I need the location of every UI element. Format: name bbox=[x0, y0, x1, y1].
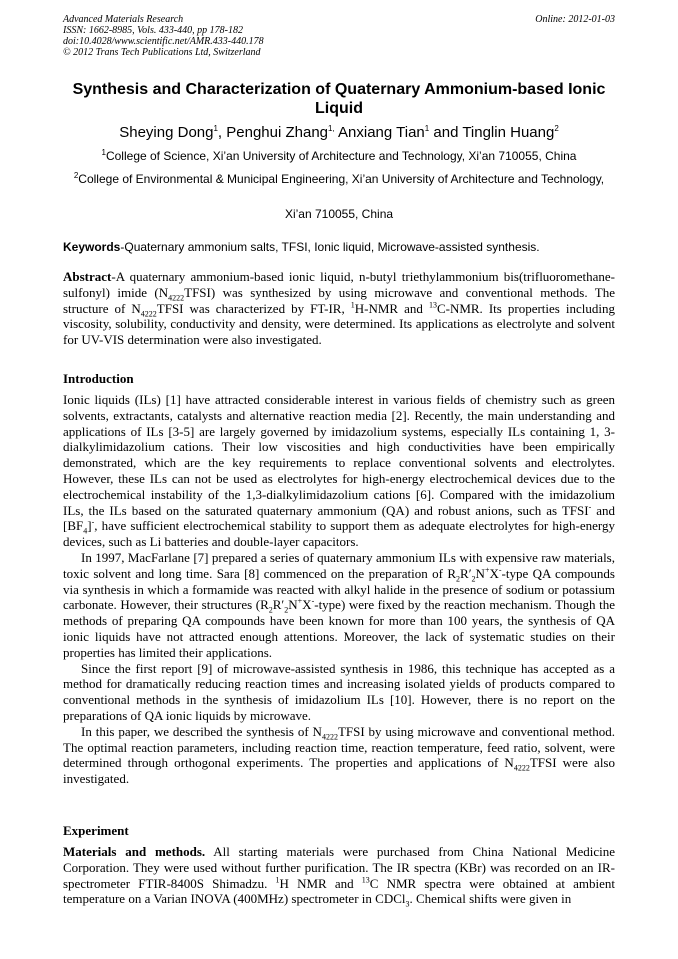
paragraph-text: N bbox=[475, 565, 485, 581]
subscript: 2 bbox=[456, 574, 461, 584]
superscript: - bbox=[91, 518, 95, 528]
paragraph-text: All starting materials were purchased from China National Medicine Corporation. They were used without further purification. The IR spectra (KBr) was recorded on an IR-spectrometer FTIR-8400S Shimadzu. bbox=[63, 844, 615, 891]
paragraph-text: R′ bbox=[460, 565, 472, 581]
superscript: 13 bbox=[361, 875, 370, 885]
author-name: Sheying Dong bbox=[119, 124, 214, 141]
abstract-text: -A quaternary ammonium-based ionic liquid, n-butyl triethylammonium bis(trifluoromethane-sulfonyl) imide (N bbox=[63, 269, 615, 300]
paragraph-text: R′ bbox=[272, 597, 285, 613]
copyright-line: © 2012 Trans Tech Publications Ltd, Switzerland bbox=[63, 47, 261, 58]
paper-title: Synthesis and Characterization of Quaternary Ammonium-based Ionic Liquid bbox=[72, 81, 606, 117]
author-list: Sheying Dong$^1$, Penghui Zhang$^{1,}$ Anxiang Tian$^1$ and Tinglin Huang$^2$ bbox=[119, 124, 559, 141]
paragraph-text: , have sufficient electrochemical stability to support them as adequate electrolytes for high-energy devices, such as Li batteries and double-layer capacitors. bbox=[63, 518, 615, 550]
author-name: Anxiang Tian bbox=[338, 124, 425, 141]
superscript: + bbox=[297, 597, 303, 607]
abstract bbox=[63, 269, 615, 348]
author-name: Penghui Zhang bbox=[226, 124, 329, 141]
author-conjunction: and bbox=[429, 124, 463, 141]
keywords-label: Keywords bbox=[63, 240, 121, 254]
superscript: + bbox=[484, 565, 490, 575]
keywords bbox=[63, 240, 615, 255]
keywords-text: -Quaternary ammonium salts, TFSI, Ionic liquid, Microwave-assisted synthesis. bbox=[120, 240, 540, 254]
introduction-heading: Introduction bbox=[63, 371, 134, 386]
subscript: 2 bbox=[471, 574, 476, 584]
paragraph-text: X bbox=[302, 597, 312, 613]
experiment-heading: Experiment bbox=[63, 823, 129, 838]
author-affil-mark: 1 bbox=[213, 124, 218, 133]
paragraph-text: In this paper, we described the synthesis of N bbox=[81, 723, 322, 739]
paragraph-text: In 1997, MacFarlane [7] prepared a series of quaternary ammonium ILs with expensive raw materials, toxic solvent and long time. Sara [8] commenced on the preparation of R bbox=[63, 549, 615, 581]
author-affil-mark: 1, bbox=[328, 124, 335, 133]
abstract-text: H-NMR and bbox=[354, 300, 429, 316]
paragraph bbox=[63, 550, 615, 661]
paragraph-text: Ionic liquids (ILs) [1] have attracted considerable interest in various fields of chemistry such as green solvents, extractants, catalysts and alternative reaction media [2]. Recently, the main understanding and applications of ILs [3-5] are largely governed by imidazolium systems, especially ILs containing 1, 3-dialkylimidazolium cations. Their low viscosities and high conductivities have been empirically demonstrated, which are the key requirements to replace conventional solvents and electrolytes. However, these ILs can not be used as electrolytes for high-energy electrochemical devices due to the electrochemical instability of the 1,3-dialkylimidazolium cations [6]. Compared with the imidazolium ILs, the ILs based on the saturated quaternary ammonium (QA) and robust anions, such as TFSI bbox=[63, 392, 615, 518]
subscript: 3 bbox=[405, 899, 410, 909]
issn-line: ISSN: 1662-8985, Vols. 433-440, pp 178-182 bbox=[63, 25, 243, 36]
abstract-label: Abstract bbox=[63, 269, 112, 284]
paragraph bbox=[63, 392, 615, 550]
paragraph-text: -type) were fixed by the reaction mechanism. Though the methods of preparing QA compounds have been known for more than 100 years, the synthesis of QA ionic liquids have not attracted enough attentions. Moreover, the lack of systematic studies on their properties has limited their applications. bbox=[63, 597, 615, 660]
affiliation-1 bbox=[63, 149, 615, 164]
paragraph-text: TFSI by using microwave and conventional method. The optimal reaction parameters, including reaction time, reaction temperature, feed ratio, solvent, were determined through orthogonal experiments. The properties and applications of N bbox=[63, 723, 616, 771]
affiliation-text: College of Environmental & Municipal Engineering, Xi’an University of Architecture and Technology, bbox=[78, 172, 605, 186]
online-date: Online: 2012-01-03 bbox=[535, 14, 615, 25]
superscript: - bbox=[498, 565, 502, 575]
affiliation-2 bbox=[63, 172, 615, 187]
abstract-text: TFSI) was synthesized by using microwave and conventional methods. The structure of N bbox=[63, 284, 616, 316]
journal-name: Advanced Materials Research bbox=[63, 14, 184, 25]
superscript: - bbox=[588, 502, 592, 512]
abstract-text: TFSI was characterized by FT-IR, bbox=[156, 300, 351, 316]
experiment-body bbox=[63, 844, 615, 907]
paragraph-text: X bbox=[489, 565, 499, 581]
paragraph-text: and [BF bbox=[63, 502, 615, 534]
introduction-body bbox=[63, 392, 615, 787]
affiliation-mark: 2 bbox=[73, 171, 79, 180]
journal-header bbox=[63, 14, 615, 58]
affiliation-2-city: Xi’an 710055, China bbox=[284, 207, 394, 221]
subscript: 4222 bbox=[168, 293, 185, 303]
subscript: 4222 bbox=[513, 763, 530, 773]
paragraph-text: N bbox=[288, 597, 298, 613]
doi-line: doi:10.4028/www.scientific.net/AMR.433-440.178 bbox=[63, 36, 264, 47]
paragraph-text: -type QA compounds via synthesis in which a formamide was reacted with alkyl halide in the presence of sodium or potassium carbonate. However, their structures (R bbox=[63, 565, 615, 613]
paragraph-text: TFSI were also investigated. bbox=[63, 755, 615, 787]
subscript: 4222 bbox=[140, 309, 157, 319]
superscript: 13 bbox=[428, 300, 437, 310]
paragraph: Since the first report [9] of microwave-assisted synthesis in 1986, this technique has accepted as a method for dramatically reducing reaction times and increasing isolated yields of products compared to conventional methods in the synthesis of imidazolium ILs [10]. However, there is no report on the preparations of QA ionic liquids by microwave. bbox=[63, 660, 615, 723]
author-affil-mark: 1 bbox=[424, 124, 430, 133]
superscript: - bbox=[311, 597, 315, 607]
subscript: 4222 bbox=[321, 732, 338, 742]
subscript: 2 bbox=[284, 605, 289, 615]
paragraph bbox=[63, 844, 615, 907]
subsection-label: Materials and methods. bbox=[63, 844, 206, 859]
paragraph-text: C NMR spectra were obtained at ambient temperature on a Varian INOVA (400MHz) spectrometer in CDCl bbox=[63, 875, 616, 907]
paragraph-text: ] bbox=[87, 518, 92, 534]
author-affil-mark: 2 bbox=[554, 124, 559, 133]
subscript: 4 bbox=[83, 526, 88, 536]
abstract-text: C-NMR. Its properties including viscosity, solubility, conductivity and density, were determined. Its applications as electrolyte and solvent for UV-VIS determination were also investigated. bbox=[63, 300, 616, 348]
paragraph bbox=[63, 724, 615, 787]
paragraph-text: H NMR and bbox=[279, 875, 362, 891]
affiliation-text: College of Science, Xi’an University of Architecture and Technology, Xi’an 710055, China bbox=[105, 149, 577, 163]
superscript: 1 bbox=[350, 300, 355, 310]
author-name: Tinglin Huang bbox=[462, 124, 555, 141]
affiliation-mark: 1 bbox=[101, 148, 106, 157]
superscript: 1 bbox=[275, 875, 280, 885]
paragraph-text: . Chemical shifts were given in bbox=[409, 891, 572, 907]
subscript: 2 bbox=[268, 605, 273, 615]
